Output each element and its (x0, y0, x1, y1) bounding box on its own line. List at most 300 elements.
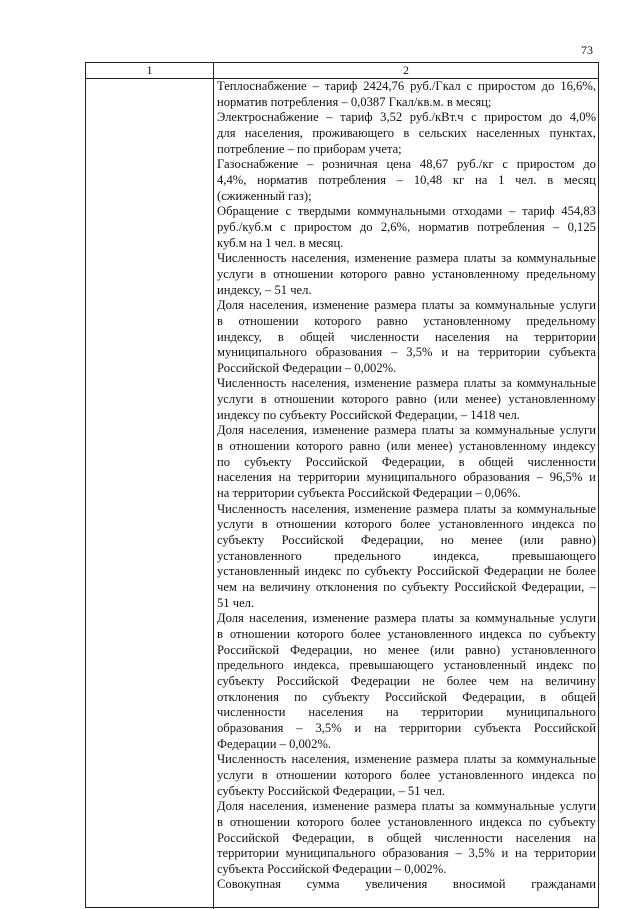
word: территории (399, 720, 462, 735)
word: более (565, 564, 596, 579)
word: платы (421, 298, 454, 313)
word: более (350, 626, 381, 641)
word: по (528, 814, 542, 829)
word: установленный (443, 658, 527, 673)
word: Российской (276, 673, 339, 688)
word: субъекту (548, 626, 596, 641)
word: чем (217, 580, 237, 594)
word: на (457, 345, 470, 360)
word: установленному (423, 313, 511, 328)
word: образования (315, 345, 383, 360)
word: платы (463, 376, 496, 391)
text-line: Федерации – 0,002%. (217, 736, 332, 751)
word: вносимой (452, 877, 506, 892)
text-line (217, 658, 596, 674)
word: общей (478, 454, 514, 469)
word: коммунальные (475, 423, 555, 438)
word: Российской (384, 689, 448, 704)
word: равно (376, 313, 408, 328)
column-header-2: 2 (403, 63, 409, 77)
word: – (455, 846, 462, 861)
word: установленного (217, 548, 302, 563)
word: за (459, 298, 470, 313)
text-line: (сжиженный газ); (217, 188, 312, 203)
text-line: потребление – по приборам учета; (217, 141, 402, 156)
text-paragraph (217, 799, 596, 877)
word: равно (349, 439, 381, 454)
word: норматив (257, 172, 308, 187)
word: норматив (418, 219, 469, 234)
word: 454,83 (561, 204, 596, 219)
word: отношении (229, 626, 290, 641)
word: – (312, 79, 319, 93)
word: субъекту (217, 673, 265, 688)
word: размера (416, 501, 459, 516)
text-line (217, 674, 596, 690)
word: образования (463, 470, 530, 485)
word: Федерации, (292, 830, 355, 845)
column-header-1: 1 (86, 63, 214, 78)
word: субъекту (217, 533, 265, 548)
text-line (217, 470, 596, 486)
word: размера (416, 376, 459, 391)
text-line (217, 251, 596, 267)
word: субъекту (401, 580, 449, 594)
text-line (217, 831, 596, 847)
word: – (509, 204, 516, 219)
word: территории (534, 329, 596, 344)
word: сумма (306, 877, 340, 892)
word: на (583, 830, 596, 845)
word: более (400, 767, 431, 782)
word: услуги (559, 423, 596, 438)
word: превышающего (511, 548, 596, 563)
word: 48,67 (419, 157, 449, 172)
word: индекса, (433, 548, 480, 563)
text-paragraph (217, 251, 596, 298)
word: услуги (559, 298, 596, 313)
word: для (217, 125, 236, 140)
word: услуги (217, 266, 254, 281)
word: общей (561, 689, 596, 704)
word: 3,52 (380, 110, 403, 125)
word: Российской (305, 454, 368, 469)
word: платы (421, 611, 454, 626)
word: в (217, 313, 223, 328)
word: установленный (217, 564, 300, 579)
word: численности (434, 830, 503, 845)
word: – (589, 580, 596, 594)
word: платы (421, 799, 454, 814)
word: населения (217, 470, 272, 485)
word: муниципального (506, 705, 596, 720)
word: более (350, 814, 381, 829)
word: до (583, 157, 596, 172)
word: Численность (217, 501, 287, 516)
word: по (528, 626, 542, 641)
text-line (217, 627, 596, 643)
word: субъекта (474, 720, 522, 735)
word: с (471, 110, 477, 125)
text-line: куб.м на 1 чел. в месяц. (217, 235, 344, 250)
word: руб./Гкал (410, 79, 461, 93)
word: субъекту (244, 454, 292, 469)
word: но (363, 642, 377, 657)
word: Обращение (217, 204, 279, 219)
word: на (386, 705, 399, 720)
word: населения, (249, 611, 308, 626)
word: муниципального (217, 345, 307, 360)
word: менее) (465, 392, 502, 407)
text-line (217, 392, 596, 408)
text-line: индексу, – 51 чел. (217, 282, 312, 297)
word: отношении (273, 266, 334, 281)
word: численности (527, 454, 596, 469)
text-line (217, 345, 596, 361)
word: по (582, 658, 596, 673)
word: по (582, 767, 596, 782)
word: размера (416, 752, 459, 767)
word: с (466, 79, 473, 93)
word: чел. (515, 172, 537, 187)
word: размера (374, 799, 417, 814)
word: изменение (312, 611, 369, 626)
word: приростом (516, 157, 575, 172)
text-paragraph (217, 204, 596, 251)
word: численности (217, 705, 286, 720)
word: более (400, 517, 431, 532)
word: в (217, 439, 223, 454)
word: по (383, 580, 397, 594)
word: 3,5% (315, 720, 342, 735)
word: Доля (217, 298, 244, 313)
text-paragraph (217, 110, 596, 157)
word: превышающего (349, 658, 434, 673)
word: тариф (340, 110, 373, 125)
word: Численность (217, 251, 287, 266)
word: менее) (416, 439, 453, 454)
word: предельного (217, 658, 284, 673)
word: Численность (217, 752, 287, 767)
text-paragraph (217, 79, 596, 110)
word: на (474, 172, 488, 187)
word: на (520, 673, 534, 688)
word: услуги (217, 767, 254, 782)
word: которого (314, 313, 362, 328)
word: Российской (416, 564, 479, 579)
word: образования (217, 720, 284, 735)
text-line (217, 705, 596, 721)
word: Доля (217, 799, 244, 814)
text-line (217, 376, 596, 392)
word: территории (534, 846, 596, 861)
word: – (536, 470, 543, 485)
word: отношении (276, 517, 337, 532)
word: чем (488, 673, 509, 688)
word: отношении (238, 313, 299, 328)
word: с (285, 204, 292, 219)
word: установленного (438, 517, 524, 532)
word: индекс (304, 564, 342, 579)
word: цена (386, 157, 412, 172)
word: в (547, 172, 554, 187)
word: величину (545, 673, 596, 688)
word: Российской (217, 642, 280, 657)
word: территории (297, 470, 360, 485)
word: менее (387, 642, 420, 657)
word: населения, (244, 125, 303, 140)
word: предельному (526, 266, 596, 281)
word: и (354, 720, 362, 735)
document-table (85, 62, 599, 908)
word: руб./кВт.ч (409, 110, 464, 125)
word: с (280, 219, 286, 234)
word: до (549, 110, 563, 125)
word: но (440, 533, 454, 548)
word: субъекту (322, 689, 370, 704)
word: индекса, (293, 658, 340, 673)
word: индексу, (217, 329, 262, 344)
word: в (260, 392, 267, 407)
text-line (217, 517, 596, 533)
word: более (446, 673, 477, 688)
word: (или (519, 533, 544, 548)
word: которого (344, 767, 392, 782)
word: потребления (477, 219, 545, 234)
word: индекса (479, 814, 522, 829)
word: твердыми (297, 204, 351, 219)
word: населения (434, 329, 490, 344)
word: равно (395, 392, 427, 407)
word: образования (382, 846, 449, 861)
right-cell-text (214, 79, 598, 909)
word: услуги (559, 799, 596, 814)
word: руб./кг (457, 157, 494, 172)
page-number: 73 (581, 43, 593, 57)
word: которого (341, 392, 389, 407)
word: населения (515, 830, 571, 845)
word: платы (463, 251, 496, 266)
word: Совокупная (217, 877, 281, 892)
word: муниципального (285, 846, 376, 861)
text-line: субъекту Российской Федерации, – 51 чел. (217, 783, 446, 798)
word: которого (295, 439, 343, 454)
word: коммунальные (475, 799, 555, 814)
word: менее (470, 533, 503, 548)
word: на (242, 580, 255, 594)
word: платы (463, 501, 496, 516)
word: Федерации, (381, 454, 445, 469)
word: – (391, 345, 398, 360)
word: до (541, 79, 555, 93)
word: тариф (522, 204, 555, 219)
word: 2,6%, (380, 219, 411, 234)
word: которого (296, 814, 344, 829)
text-line: на территории субъекта Российской Федерации – 0,06%. (217, 486, 521, 501)
word: равно (394, 266, 425, 281)
text-line (217, 110, 596, 126)
word: населения, (291, 501, 350, 516)
text-line (217, 611, 596, 627)
word: в (540, 689, 546, 704)
table-header-row (86, 63, 598, 79)
word: в (403, 125, 410, 140)
word: за (459, 423, 470, 438)
word: размера (374, 611, 417, 626)
word: индекса (531, 517, 575, 532)
word: индекс (536, 658, 573, 673)
word: услуги (559, 611, 596, 626)
text-line (217, 533, 596, 549)
word: в (261, 767, 268, 782)
text-line (217, 815, 596, 831)
word: кг (452, 172, 465, 187)
text-line (217, 267, 596, 283)
word: установленному (431, 266, 520, 281)
text-line (217, 330, 596, 346)
word: коммунальные (475, 611, 555, 626)
text-paragraph (217, 502, 596, 612)
word: коммунальные (516, 752, 596, 767)
table-body-row (86, 79, 598, 909)
word: 1 (498, 172, 505, 187)
text-line: норматив потребления – 0,0387 Гкал/кв.м. в месяц; (217, 94, 492, 109)
word: индексу (552, 439, 596, 454)
word: не (548, 564, 561, 579)
word: установленного (387, 814, 473, 829)
word: и (441, 345, 449, 360)
word: в (277, 329, 284, 344)
text-line (217, 298, 596, 314)
word: 3,5% (406, 345, 433, 360)
word: увеличения (365, 877, 428, 892)
text-line (217, 173, 596, 189)
word: изменение (354, 752, 412, 767)
word: размера (374, 423, 417, 438)
text-line (217, 314, 596, 330)
word: 2424,76 (363, 79, 405, 93)
word: субъекту (548, 814, 596, 829)
text-paragraph (217, 423, 596, 501)
word: которого (344, 517, 392, 532)
word: 16,6%, (560, 79, 596, 93)
word: общей (386, 830, 422, 845)
word: приростом (293, 219, 352, 234)
word: за (501, 251, 512, 266)
word: 10,48 (413, 172, 443, 187)
word: изменение (312, 799, 369, 814)
word: по (582, 517, 596, 532)
word: (или (430, 642, 455, 657)
word: которого (296, 626, 344, 641)
word: в (217, 626, 223, 641)
word: Федерации (484, 564, 544, 579)
word: приростом (478, 79, 536, 93)
word: 4,4%, (217, 172, 247, 187)
word: Теплоснабжение (217, 79, 307, 93)
word: коммунальные (475, 298, 555, 313)
word: численности (350, 329, 419, 344)
word: на (515, 846, 528, 861)
word: 0,125 (567, 219, 596, 234)
word: населения, (249, 799, 308, 814)
word: коммунальными (357, 204, 446, 219)
word: за (501, 376, 512, 391)
word: за (459, 611, 470, 626)
word: приростом (484, 110, 542, 125)
text-paragraph (217, 376, 596, 423)
word: в (367, 830, 374, 845)
word: субъекта (549, 345, 596, 360)
word: изменение (312, 423, 369, 438)
word: населения, (291, 376, 350, 391)
word: – (296, 720, 303, 735)
word: – (396, 172, 404, 187)
text-line (217, 157, 596, 173)
text-paragraph (217, 298, 596, 376)
text-line (217, 799, 596, 815)
word: населения, (291, 251, 350, 266)
word: руб./куб.м (217, 219, 272, 234)
text-line (217, 564, 596, 580)
text-paragraph (217, 752, 596, 799)
word: индекса (479, 626, 522, 641)
word: Федерации (350, 673, 411, 688)
word: изменение (312, 298, 369, 313)
word: отношении (273, 392, 335, 407)
word: отходами (452, 204, 503, 219)
word: – (307, 157, 314, 172)
word: услуги (217, 517, 254, 532)
word: Доля (217, 423, 244, 438)
word: отношении (276, 767, 337, 782)
word: Российской (454, 580, 517, 594)
word: по (346, 564, 360, 579)
word: изменение (354, 251, 412, 266)
word: тариф (324, 79, 358, 93)
word: Газоснабжение (217, 157, 299, 172)
word: на (278, 470, 292, 485)
word: Федерации, (521, 580, 585, 594)
word: территории (217, 846, 279, 861)
word: в (458, 454, 465, 469)
text-paragraph (217, 611, 596, 752)
word: территории (421, 705, 484, 720)
word: населенных (476, 125, 541, 140)
word: за (501, 752, 512, 767)
word: гражданами (531, 877, 596, 892)
word: населения (308, 705, 364, 720)
word: установленного (387, 626, 473, 641)
text-paragraph (217, 877, 596, 893)
word: Российской (533, 720, 596, 735)
text-line: индексу по субъекту Российской Федерации, – 1418 чел. (217, 407, 520, 422)
word: изменение (354, 376, 412, 391)
word: и (589, 470, 596, 485)
word: которого (340, 266, 388, 281)
word: платы (463, 752, 496, 767)
text-line: субъекта Российской Федерации – 0,002%. (217, 861, 447, 876)
text-line (217, 549, 596, 565)
word: на (505, 329, 519, 344)
word: сельских (418, 125, 467, 140)
text-line (217, 877, 596, 893)
text-line (217, 502, 596, 518)
word: отношении (229, 439, 290, 454)
word: установленному (508, 392, 596, 407)
word: населения, (249, 298, 308, 313)
word: до (359, 219, 373, 234)
